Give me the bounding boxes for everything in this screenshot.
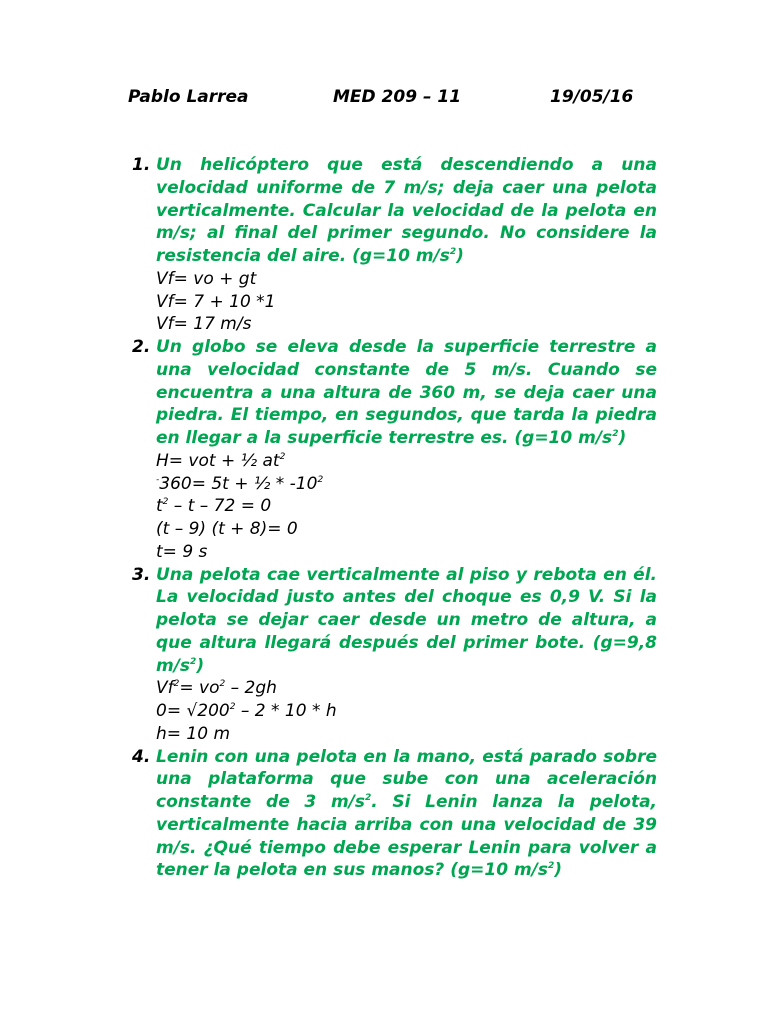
header bbox=[0, 85, 768, 109]
solution-line: $Vf^2= vo^2 - 2gh$ bbox=[156, 678, 277, 699]
problem-question: Un globo se eleva desde la superficie terrestre a una velocidad constante de 5 m/s. Cuando se encuentra a una altura de 360 m, se deja caer una piedra. El tiempo, en segundos, que tarda la piedra en llegar a la superficie terrestre es. (g=10 $m/s^2$) bbox=[156, 337, 657, 448]
document-date: 19/05/16 bbox=[550, 87, 634, 107]
solution-line: t= 9 s bbox=[156, 541, 208, 562]
solution-line: $0= √200^2 - 2 * 10 * h$ bbox=[156, 701, 337, 721]
problem-list bbox=[156, 154, 657, 882]
problem-item bbox=[156, 154, 657, 336]
solution-line: $t^2 - t - 72 = 0$ bbox=[156, 496, 272, 517]
solution-line: Vf= 7 + 10 *1 bbox=[156, 291, 276, 312]
solution-line: Vf= vo + gt bbox=[156, 268, 257, 289]
problem-item bbox=[156, 564, 657, 746]
problem-question: Una pelota cae verticalmente al piso y rebota en él. La velocidad justo antes del choque es 0,9 V. Si la pelota se dejar caer desde un metro de altura, a que altura llegará después del primer bote. (g=9,8 $m/s^2$) bbox=[156, 564, 657, 676]
course-code: MED 209 – 11 bbox=[333, 87, 462, 107]
problem-item bbox=[156, 336, 657, 564]
solution-line: Vf= 17 m/s bbox=[156, 314, 252, 335]
student-name: Pablo Larrea bbox=[128, 87, 249, 107]
solution-line: H= vot + ½ $at^2$ bbox=[156, 450, 286, 471]
problem-question: Un helicóptero que está descendiendo a una velocidad uniforme de 7 m/s; deja caer una pelota verticalmente. Calcular la velocidad de la pelota en m/s; al final del primer segundo. No considere la resistencia del aire. (g=10 $m/s^2$) bbox=[156, 155, 657, 266]
solution-line: h= 10 m bbox=[156, 723, 231, 744]
solution-line: -360= 5t + ½ * $-10^2$ bbox=[156, 473, 324, 494]
problem-item bbox=[156, 746, 657, 883]
problem-question: Lenin con una pelota en la mano, está parado sobre una plataforma que sube con una aceleración constante de 3 $m/s^2$. Si Lenin lanza la pelota, verticalmente hacia arriba con una velocidad de 39 m/s. ¿Qué tiempo debe esperar Lenin para volver a tener la pelota en sus manos? (g=10 $m/s^2$) bbox=[156, 746, 657, 881]
solution-line: (t – 9) (t + 8)= 0 bbox=[156, 519, 298, 539]
